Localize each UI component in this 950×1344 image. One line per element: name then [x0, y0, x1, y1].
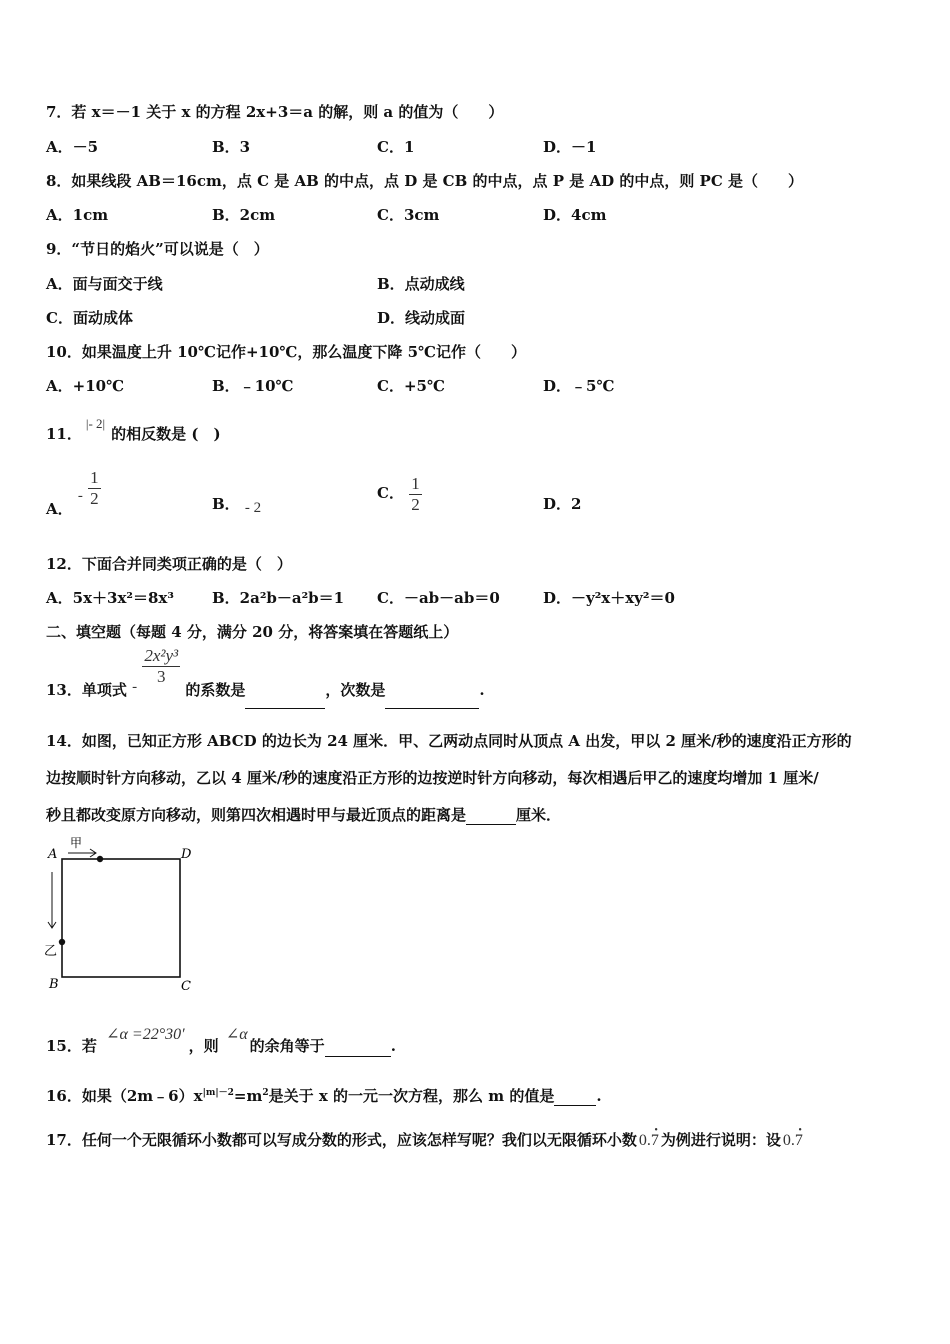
q8-option-b: B．2cm: [212, 206, 276, 224]
q11-option-a-label: A．: [46, 499, 73, 518]
q7-stem: 7．若 x＝－1 关于 x 的方程 2x+3＝a 的解，则 a 的值为（ ）: [46, 103, 504, 121]
q9-option-d: D．线动成面: [377, 309, 466, 327]
q16-mid: =m: [233, 1087, 263, 1105]
q7-option-a: A．－5: [46, 138, 99, 156]
q16-end: .: [596, 1087, 602, 1105]
q17-mid: 为例进行说明：设: [660, 1131, 781, 1149]
q11-number: 11．: [46, 425, 82, 443]
q11-option-b-label: B．: [212, 495, 240, 513]
q10-option-c: C．+5℃: [377, 377, 445, 395]
q13-degree-label: ，次数是: [325, 680, 386, 699]
q16-tail: 是关于 x 的一元一次方程，那么 m 的值是: [268, 1087, 555, 1105]
q12-option-d: D．－y²x＋xy²＝0: [543, 589, 675, 607]
q17-repeating-decimal-2: • 0.7: [783, 1132, 803, 1149]
q16-lead: 16．如果（2m﹣6）x: [46, 1087, 203, 1105]
q12-option-a: A．5x＋3x²＝8x³: [46, 589, 174, 607]
q10-option-b: B．﹣10℃: [212, 377, 294, 395]
q7-option-c: C．1: [377, 138, 415, 156]
q10-option-d: D．﹣5℃: [543, 377, 615, 395]
q8-option-c: C．3cm: [377, 206, 440, 224]
fraction-denominator: 2: [411, 495, 420, 514]
q13-sign: -: [132, 678, 138, 695]
q16-exponent: |m|－2: [202, 1088, 234, 1098]
point-yi: [59, 939, 65, 945]
q14-line-2: 边按顺时针方向移动，乙以 4 厘米/秒的速度沿正方形的边按逆时针方向移动，每次相遇后甲乙的速度均增加 1 厘米/: [46, 769, 819, 787]
q9-option-a: A．面与面交于线: [46, 275, 163, 293]
q10-option-a: A．+10℃: [46, 377, 125, 395]
q8-option-d: D．4cm: [543, 206, 607, 224]
q13-fraction: [142, 646, 180, 687]
q14-line-3: [46, 805, 561, 825]
q11-stem: [46, 416, 221, 445]
q9-option-c: C．面动成体: [46, 309, 133, 327]
vertex-label-d: D: [181, 847, 192, 862]
q11-abs-expression: |- 2|: [85, 416, 106, 431]
q15-stem: [46, 1026, 396, 1057]
q11-option-c: [377, 474, 422, 515]
q15-tail: 的余角等于: [249, 1037, 325, 1055]
q15-mid: ，则: [188, 1037, 219, 1055]
q14-line-3-unit: 厘米．: [516, 806, 562, 824]
q13-end: .: [479, 680, 485, 699]
section-2-heading: 二、填空题（每题 4 分，满分 20 分，将答案填在答题纸上）: [46, 623, 459, 641]
q11-option-a: [46, 468, 101, 518]
fraction-denominator: 2: [90, 489, 99, 508]
square-outline: [62, 859, 180, 977]
square-abcd-figure: [40, 832, 210, 1000]
q13-coefficient-label: 的系数是: [185, 680, 246, 699]
q11-option-b-value: - 2: [244, 500, 262, 516]
q11-tail: 的相反数是 ( ): [111, 425, 221, 443]
q16-stem: [46, 1083, 602, 1106]
q15-answer-blank: [325, 1040, 391, 1057]
q17-lead: 17．任何一个无限循环小数都可以写成分数的形式，应该怎样写呢？我们以无限循环小数: [46, 1131, 637, 1149]
q15-end: .: [390, 1037, 396, 1055]
q14-line-1: 14．如图，已知正方形 ABCD 的边长为 24 厘米．甲、乙两动点同时从顶点 A 出发，甲以 2 厘米/秒的速度沿正方形的: [46, 732, 852, 750]
q12-stem: 12．下面合并同类项正确的是（ ）: [46, 555, 292, 573]
fraction-numerator: 1: [411, 474, 420, 493]
q13-coefficient-blank: [245, 692, 325, 709]
q16-answer-blank: [554, 1089, 596, 1106]
q8-stem: 8．如果线段 AB＝16cm，点 C 是 AB 的中点，点 D 是 CB 的中点，点 P 是 AD 的中点，则 PC 是（ ）: [46, 172, 803, 190]
q11-option-a-fraction: [88, 468, 101, 509]
label-yi: 乙: [44, 944, 58, 959]
q15-angle-expression: ∠α =22°30′: [106, 1026, 185, 1043]
q15-lead: 15．若: [46, 1037, 97, 1055]
q7-option-d: D．－1: [543, 138, 597, 156]
fraction-numerator: 1: [90, 468, 99, 487]
q12-option-c: C．－ab－ab＝0: [377, 589, 500, 607]
q13-lead: 13．单项式: [46, 680, 127, 699]
q15-angle: ∠α: [225, 1026, 248, 1043]
fraction-numerator: 2x²y³: [144, 646, 179, 665]
vertex-label-a: A: [48, 847, 58, 862]
vertex-label-c: C: [181, 979, 191, 994]
q13-degree-blank: [385, 692, 479, 709]
vertex-label-b: B: [49, 977, 59, 992]
q12-option-b: B．2a²b－a²b＝1: [212, 589, 345, 607]
q17-repeating-decimal-1: • 0.7: [639, 1132, 659, 1149]
q8-option-a: A．1cm: [46, 206, 109, 224]
q11-option-a-sign: -: [77, 487, 83, 504]
q16-square: 2: [262, 1088, 269, 1098]
fraction-denominator: 3: [156, 667, 166, 686]
q7-option-b: B．3: [212, 138, 251, 156]
q17-stem: [46, 1130, 803, 1151]
q14-line-3-text: 秒且都改变原方向移动，则第四次相遇时甲与最近顶点的距离是: [46, 806, 467, 824]
q9-option-b: B．点动成线: [377, 275, 465, 293]
q10-stem: 10．如果温度上升 10℃记作+10℃，那么温度下降 5℃记作（ ）: [46, 343, 526, 361]
label-jia: 甲: [70, 836, 83, 850]
q13-stem: [46, 646, 485, 699]
q11-option-c-label: C．: [377, 483, 404, 502]
q11-option-c-fraction: [409, 474, 422, 515]
point-jia: [97, 856, 103, 862]
q14-answer-blank: [466, 808, 516, 825]
q9-stem: 9．“节日的焰火”可以说是（ ）: [46, 240, 269, 258]
q11-option-b: [212, 494, 261, 515]
q11-option-d: D．2: [543, 495, 582, 513]
